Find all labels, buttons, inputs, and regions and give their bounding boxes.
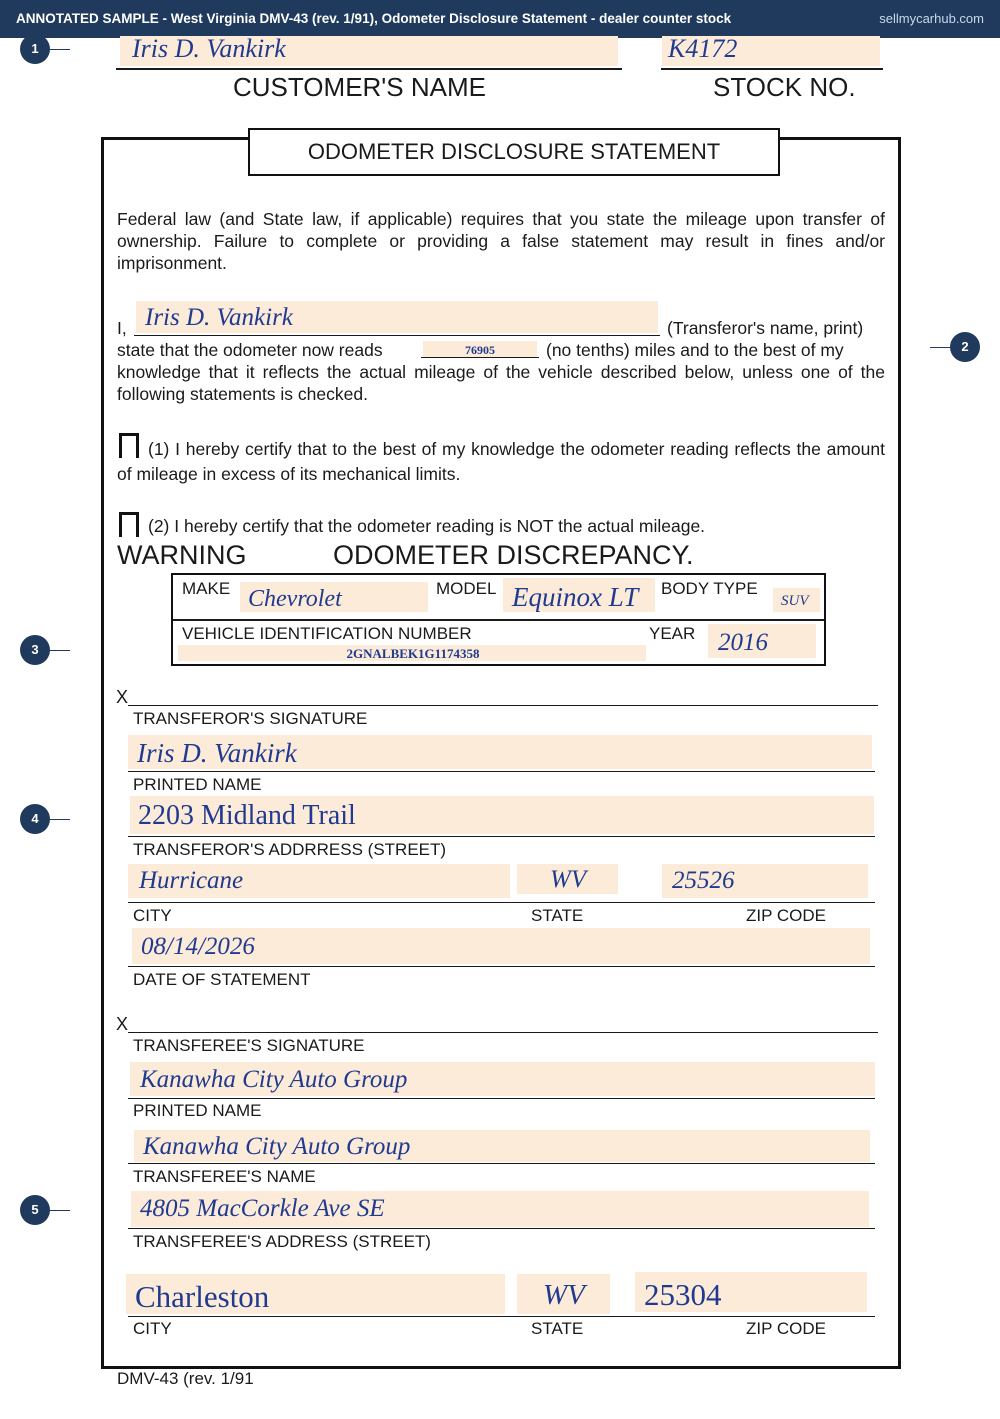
model-label: MODEL	[436, 579, 497, 598]
transferee-signature-label: TRANSFEREE'S SIGNATURE	[133, 1036, 365, 1055]
warning-label: WARNING	[117, 540, 247, 570]
model-value[interactable]: Equinox LT	[512, 582, 639, 612]
stock-no-label: STOCK NO.	[713, 72, 856, 102]
transferor-name-print-label: (Transferor's name, print)	[667, 318, 864, 338]
form-footer: DMV-43 (rev. 1/91	[117, 1369, 254, 1388]
customer-name-line	[116, 68, 622, 70]
vin-value[interactable]: 2GNALBEK1G1174358	[346, 646, 480, 661]
transferor-signature-label: TRANSFEROR'S SIGNATURE	[133, 709, 368, 728]
transferor-address-line	[128, 836, 875, 837]
transferee-zip-value[interactable]: 25304	[644, 1277, 722, 1312]
transferor-printed-name-label: PRINTED NAME	[133, 775, 262, 794]
date-label: DATE OF STATEMENT	[133, 970, 311, 989]
transferee-printed-name-label: PRINTED NAME	[133, 1101, 262, 1120]
transferor-zip-label: ZIP CODE	[746, 906, 826, 925]
miles-text: (no tenths) miles and to the best of my	[546, 340, 844, 360]
transferee-x-mark: X	[116, 1014, 129, 1034]
body-type-label: BODY TYPE	[661, 579, 758, 598]
statement-i: I,	[117, 318, 127, 338]
annotation-marker-2: 2	[950, 332, 980, 362]
cert2-text: (2) I hereby certify that the odometer reading is NOT the actual mileage.	[148, 516, 706, 536]
transferee-address-label: TRANSFEREE'S ADDRESS (STREET)	[133, 1232, 431, 1251]
transferee-zip-label: ZIP CODE	[746, 1319, 826, 1338]
transferor-address-label: TRANSFEROR'S ADDRRESS (STREET)	[133, 840, 447, 859]
make-value[interactable]: Chevrolet	[248, 586, 342, 612]
transferor-state-label: STATE	[531, 906, 584, 925]
transferee-name-value[interactable]: Kanawha City Auto Group	[143, 1133, 411, 1160]
year-label: YEAR	[649, 624, 696, 643]
marker-leader	[50, 1210, 70, 1211]
transferee-city-label: CITY	[133, 1319, 172, 1338]
transferee-city-line	[128, 1316, 875, 1317]
year-value[interactable]: 2016	[718, 629, 768, 656]
transferor-zip-value[interactable]: 25526	[672, 867, 735, 894]
transferor-signature-line[interactable]	[128, 705, 878, 706]
date-value[interactable]: 08/14/2026	[141, 933, 255, 960]
transferor-address-value[interactable]: 2203 Midland Trail	[138, 800, 356, 831]
transferee-state-value[interactable]: WV	[543, 1279, 585, 1311]
transferee-signature-line[interactable]	[128, 1032, 878, 1033]
knowledge-text: knowledge that it reflects the actual mileage of the vehicle described below, unless one of the following statements is checked.	[117, 362, 885, 404]
marker-leader	[50, 49, 70, 50]
marker-leader	[930, 347, 950, 348]
odometer-value[interactable]: 76905	[465, 343, 495, 357]
customer-name-label: CUSTOMER'S NAME	[233, 72, 486, 102]
transferor-state-value[interactable]: WV	[550, 866, 587, 893]
vehicle-table-divider	[173, 619, 824, 621]
transferee-printed-name-value[interactable]: Kanawha City Auto Group	[140, 1066, 408, 1093]
odometer-line	[421, 357, 539, 358]
transferor-name-line	[134, 335, 660, 336]
transferor-city-value[interactable]: Hurricane	[139, 867, 244, 894]
annotation-marker-3: 3	[20, 635, 50, 665]
transferor-x-mark: X	[116, 687, 129, 707]
transferee-name-line	[128, 1163, 875, 1164]
intro-text: Federal law (and State law, if applicable) requires that you state the mileage upon transfer of ownership. Failure to complete or providing a false statement may result in fines and/or imprisonment.	[117, 209, 885, 273]
annotation-marker-5: 5	[20, 1195, 50, 1225]
transferee-name-label: TRANSFEREE'S NAME	[133, 1167, 316, 1186]
transferee-printed-name-line	[128, 1098, 875, 1099]
annotation-marker-1: 1	[20, 34, 50, 64]
stock-no-line	[661, 68, 883, 70]
make-label: MAKE	[182, 579, 231, 598]
discrepancy-label: ODOMETER DISCREPANCY.	[333, 540, 694, 570]
header-title: ANNOTATED SAMPLE - West Virginia DMV-43 (rev. 1/91), Odometer Disclosure Statement - dealer counter stock	[16, 11, 732, 26]
annotation-marker-4: 4	[20, 804, 50, 834]
transferor-printed-name-line	[128, 771, 875, 772]
date-line	[128, 966, 875, 967]
marker-leader	[50, 650, 70, 651]
transferee-address-line	[128, 1228, 875, 1229]
transferee-state-label: STATE	[531, 1319, 584, 1338]
transferee-city-value[interactable]: Charleston	[135, 1279, 270, 1314]
site-link[interactable]: sellmycarhub.com	[879, 11, 984, 26]
customer-name-value[interactable]: Iris D. Vankirk	[132, 34, 286, 63]
transferor-city-line	[128, 902, 875, 903]
state-that-text: state that the odometer now reads	[117, 340, 383, 360]
cert2-checkbox[interactable]	[119, 512, 139, 537]
marker-leader	[50, 819, 70, 820]
header-bar	[0, 0, 1000, 38]
cert1-text: (1) I hereby certify that to the best of my knowledge the odometer reading reflects the amount of mileage in excess of its mechanical limits.	[117, 439, 885, 484]
transferor-name-value[interactable]: Iris D. Vankirk	[145, 304, 293, 331]
stock-no-value[interactable]: K4172	[668, 34, 738, 63]
transferor-printed-name-value[interactable]: Iris D. Vankirk	[137, 738, 297, 768]
body-type-value[interactable]: SUV	[781, 593, 809, 609]
transferee-address-value[interactable]: 4805 MacCorkle Ave SE	[140, 1195, 385, 1222]
transferor-city-label: CITY	[133, 906, 172, 925]
vin-label: VEHICLE IDENTIFICATION NUMBER	[182, 624, 472, 643]
form-title: ODOMETER DISCLOSURE STATEMENT	[248, 128, 780, 176]
